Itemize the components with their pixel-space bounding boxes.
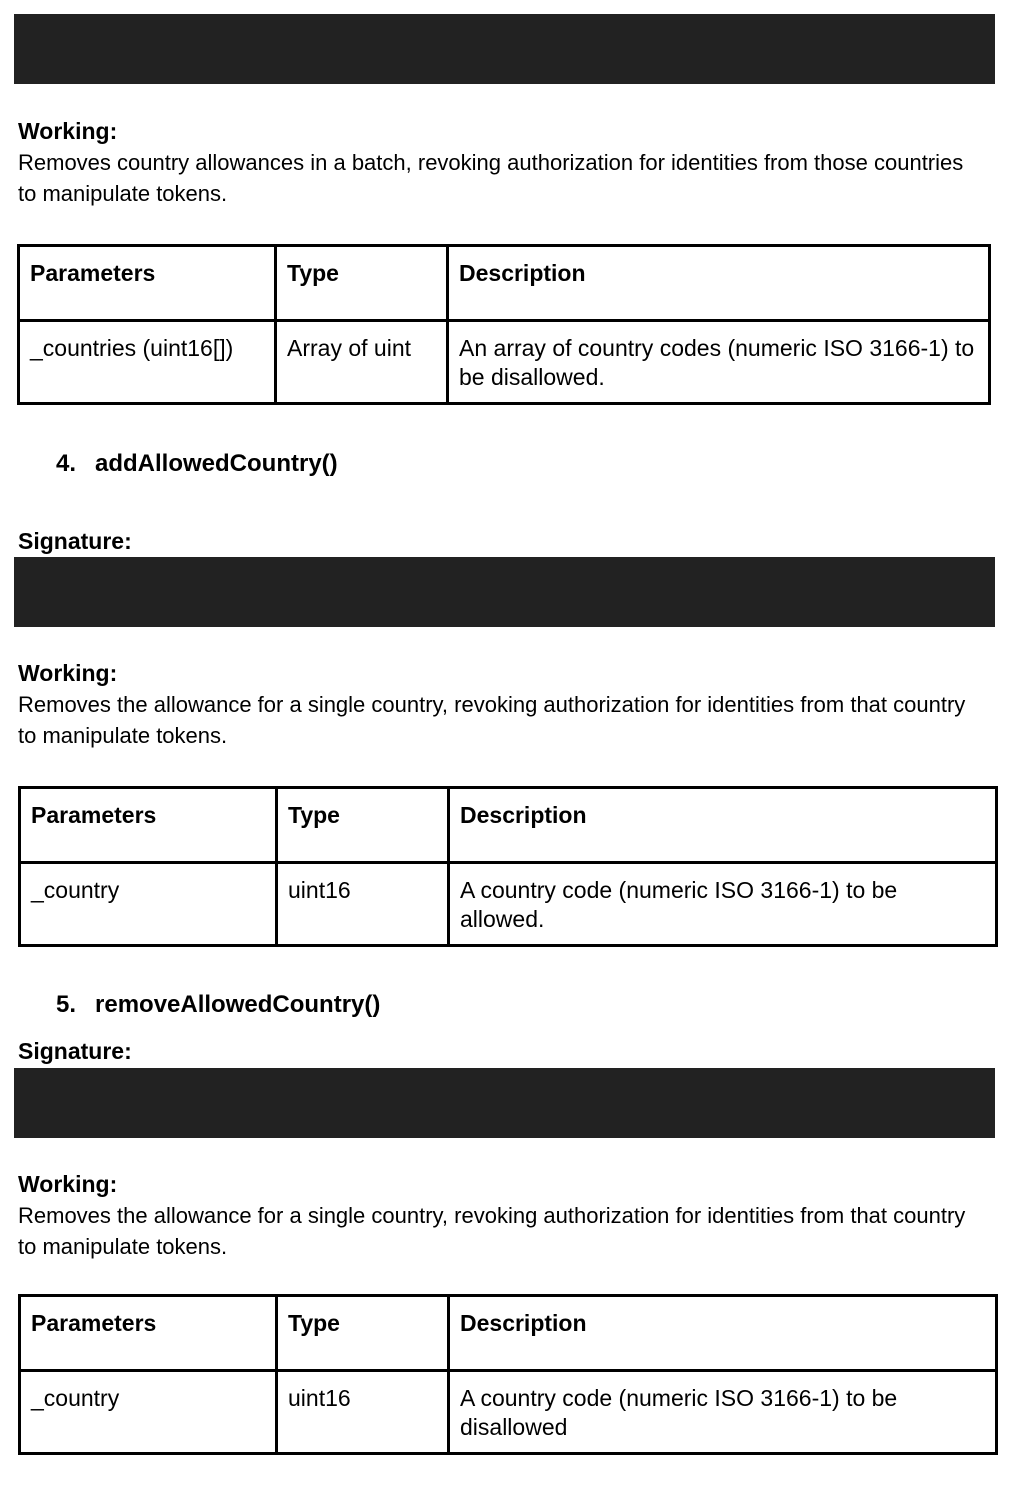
header-description: Description bbox=[449, 788, 997, 863]
cell-type: Array of uint bbox=[276, 321, 448, 404]
working-text: Removes country allowances in a batch, revoking authorization for identities from those countries to manipulate tokens. bbox=[18, 150, 964, 206]
header-type: Type bbox=[276, 246, 448, 321]
cell-type: uint16 bbox=[277, 863, 449, 946]
section-title: removeAllowedCountry() bbox=[95, 991, 381, 1018]
table-header-row bbox=[20, 1296, 997, 1371]
header-parameters: Parameters bbox=[20, 788, 277, 863]
working-label: Working: bbox=[18, 1171, 118, 1197]
section-number: 4. bbox=[56, 450, 77, 477]
signature-label: Signature: bbox=[18, 528, 132, 554]
header-type: Type bbox=[277, 788, 449, 863]
working-label: Working: bbox=[18, 118, 118, 144]
table-header-row bbox=[19, 246, 990, 321]
cell-type: uint16 bbox=[277, 1371, 449, 1454]
header-description: Description bbox=[449, 1296, 997, 1371]
table-header-row bbox=[20, 788, 997, 863]
cell-parameter: _country bbox=[20, 863, 277, 946]
cell-parameter: _countries (uint16[]) bbox=[19, 321, 276, 404]
code-block-add-allowed-country bbox=[14, 557, 995, 627]
header-parameters: Parameters bbox=[20, 1296, 277, 1371]
section-heading-remove-allowed-country bbox=[56, 991, 380, 1019]
header-description: Description bbox=[448, 246, 990, 321]
working-text: Removes the allowance for a single country, revoking authorization for identities from that country to manipulate tokens. bbox=[18, 692, 966, 748]
working-label: Working: bbox=[18, 660, 118, 686]
section-number: 5. bbox=[56, 991, 77, 1018]
working-text: Removes the allowance for a single country, revoking authorization for identities from that country to manipulate tokens. bbox=[18, 1203, 966, 1259]
table-row bbox=[20, 1371, 997, 1454]
cell-parameter: _country bbox=[20, 1371, 277, 1454]
signature-label: Signature: bbox=[18, 1038, 132, 1064]
section-heading-add-allowed-country bbox=[56, 450, 338, 478]
code-block-remove-allowed-country bbox=[14, 1068, 995, 1138]
parameters-table bbox=[18, 1294, 998, 1455]
header-type: Type bbox=[277, 1296, 449, 1371]
table-row bbox=[20, 863, 997, 946]
section-title: addAllowedCountry() bbox=[95, 450, 338, 477]
cell-description: A country code (numeric ISO 3166-1) to be allowed. bbox=[449, 863, 997, 946]
header-parameters: Parameters bbox=[19, 246, 276, 321]
table-row bbox=[19, 321, 990, 404]
cell-description: A country code (numeric ISO 3166-1) to be disallowed bbox=[449, 1371, 997, 1454]
cell-description: An array of country codes (numeric ISO 3166-1) to be disallowed. bbox=[448, 321, 990, 404]
parameters-table bbox=[18, 786, 998, 947]
parameters-table bbox=[17, 244, 991, 405]
code-block-batch-disallow bbox=[14, 14, 995, 84]
